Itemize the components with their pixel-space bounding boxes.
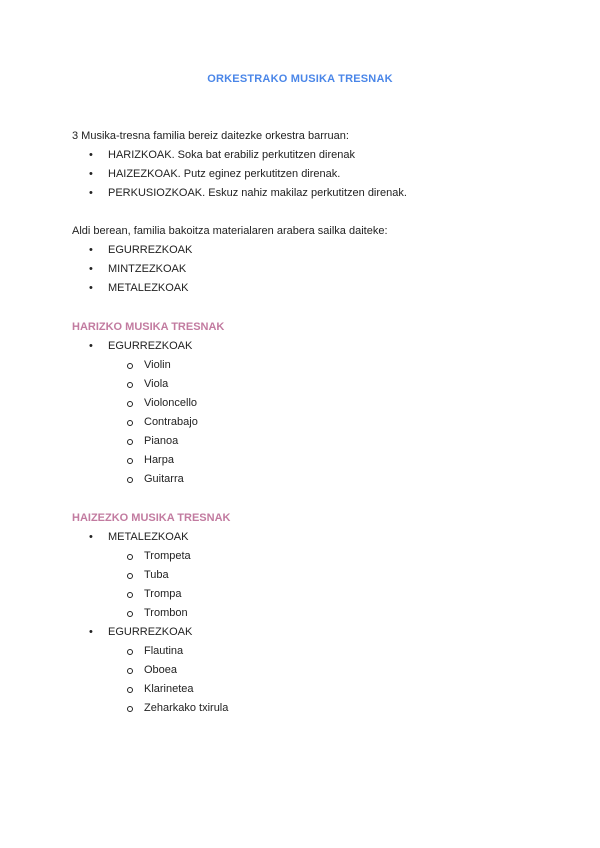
list-item: • EGURREZKOAK <box>72 623 230 642</box>
sub-list-item: Violin <box>72 356 224 375</box>
sub-list-item: Trombon <box>72 604 230 623</box>
sub-list-item: Guitarra <box>72 470 224 489</box>
list-item: • MINTZEZKOAK <box>72 260 388 279</box>
intro-text: 3 Musika-tresna familia bereiz daitezke orkestra barruan: <box>72 130 349 142</box>
sub-list-item: Violoncello <box>72 394 224 413</box>
haizezko-section <box>72 509 230 718</box>
section-heading: HAIZEZKO MUSIKA TRESNAK <box>72 512 231 524</box>
sub-list-item: Tuba <box>72 566 230 585</box>
section-heading: HARIZKO MUSIKA TRESNAK <box>72 321 225 333</box>
materials-text: Aldi berean, familia bakoitza materialaren arabera sailka daiteke: <box>72 225 388 237</box>
list-item: • PERKUSIOZKOAK. Eskuz nahiz makilaz perkutitzen direnak. <box>72 184 407 203</box>
materials-section <box>72 222 388 298</box>
list-item: • METALEZKOAK <box>72 279 388 298</box>
intro-section <box>72 127 407 203</box>
sub-list-item: Contrabajo <box>72 413 224 432</box>
list-item: • HARIZKOAK. Soka bat erabiliz perkutitzen direnak <box>72 146 407 165</box>
sub-list-item: Zeharkako txirula <box>72 699 230 718</box>
sub-list-item: Oboea <box>72 661 230 680</box>
sub-list-item: Harpa <box>72 451 224 470</box>
sub-list-item: Viola <box>72 375 224 394</box>
sub-list-item: Flautina <box>72 642 230 661</box>
page-title: ORKESTRAKO MUSIKA TRESNAK <box>207 73 393 85</box>
list-item: • METALEZKOAK <box>72 528 230 547</box>
harizko-section <box>72 318 224 489</box>
sub-list-item: Pianoa <box>72 432 224 451</box>
list-item: • EGURREZKOAK <box>72 241 388 260</box>
sub-list-item: Klarinetea <box>72 680 230 699</box>
sub-list-item: Trompa <box>72 585 230 604</box>
sub-list-item: Trompeta <box>72 547 230 566</box>
list-item: • HAIZEZKOAK. Putz eginez perkutitzen direnak. <box>72 165 407 184</box>
list-item: • EGURREZKOAK <box>72 337 224 356</box>
